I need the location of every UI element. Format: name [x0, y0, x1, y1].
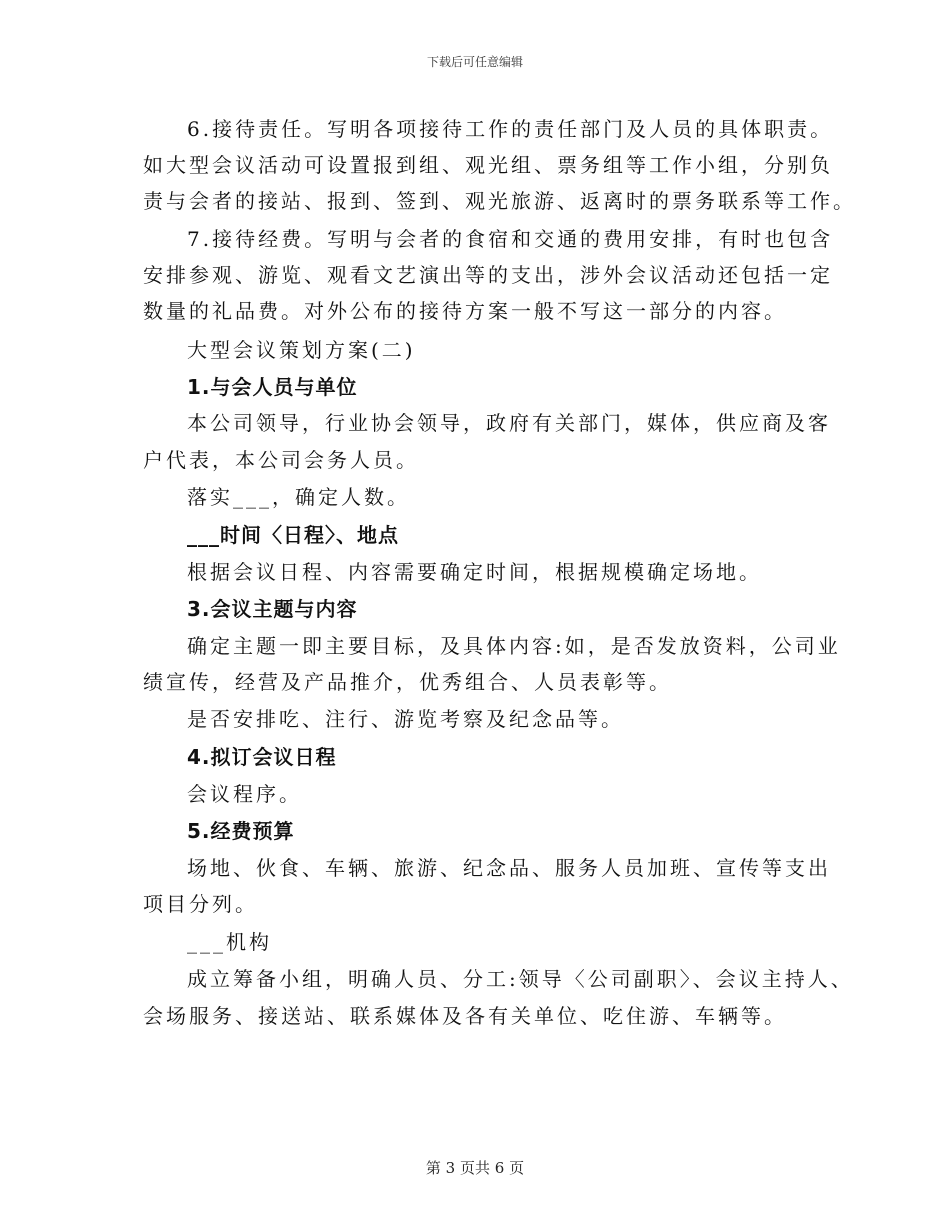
paragraph-line: 会场服务、接送站、联系媒体及各有关单位、吃住游、车辆等。: [143, 1004, 787, 1028]
paragraph-line: 绩宣传，经营及产品推介，优秀组合、人员表彰等。: [143, 670, 672, 694]
paragraph-line: 场地、伙食、车辆、旅游、纪念品、服务人员加班、宣传等支出: [187, 856, 831, 880]
paragraph-line: 本公司领导，行业协会领导，政府有关部门，媒体，供应商及客: [187, 411, 831, 435]
paragraph-line: 责与会者的接站、报到、签到、观光旅游、返离时的票务联系等工作。: [143, 189, 856, 213]
paragraph-line: 6.接待责任。写明各项接待工作的责任部门及人员的具体职责。: [187, 117, 834, 141]
section-heading: 4.拟订会议日程: [187, 745, 337, 769]
paragraph-line: 成立筹备小组，明确人员、分工:领导〈公司副职〉、会议主持人、: [187, 967, 854, 991]
paragraph-line: 7.接待经费。写明与会者的食宿和交通的费用安排，有时也包含: [187, 227, 834, 251]
paragraph-line: 如大型会议活动可设置报到组、观光组、票务组等工作小组，分别负: [143, 153, 833, 177]
section-heading: 5.经费预算: [187, 819, 295, 843]
paragraph-line: 落实___，确定人数。: [187, 485, 410, 509]
paragraph-line: ___机构: [187, 930, 272, 954]
paragraph-line: 项目分列。: [143, 892, 258, 916]
paragraph-line: 数量的礼品费。对外公布的接待方案一般不写这一部分的内容。: [143, 299, 787, 323]
section-heading: ___时间〈日程〉、地点: [187, 523, 399, 547]
paragraph-line: 根据会议日程、内容需要确定时间，根据规模确定场地。: [187, 560, 762, 584]
section-title: 大型会议策划方案(二): [187, 338, 416, 362]
paragraph-line: 会议程序。: [187, 782, 302, 806]
section-heading: 3.会议主题与内容: [187, 597, 358, 621]
paragraph-line: 户代表，本公司会务人员。: [143, 448, 419, 472]
page-footer: 第 3 页共 6 页: [425, 1159, 525, 1177]
paragraph-line: 确定主题一即主要目标，及具体内容:如，是否发放资料，公司业: [187, 634, 841, 658]
paragraph-line: 安排参观、游览、观看文艺演出等的支出，涉外会议活动还包括一定: [143, 263, 833, 287]
page-header: 下载后可任意编辑: [426, 55, 523, 69]
paragraph-line: 是否安排吃、注行、游览考察及纪念品等。: [187, 707, 624, 731]
section-heading: 1.与会人员与单位: [187, 375, 358, 399]
